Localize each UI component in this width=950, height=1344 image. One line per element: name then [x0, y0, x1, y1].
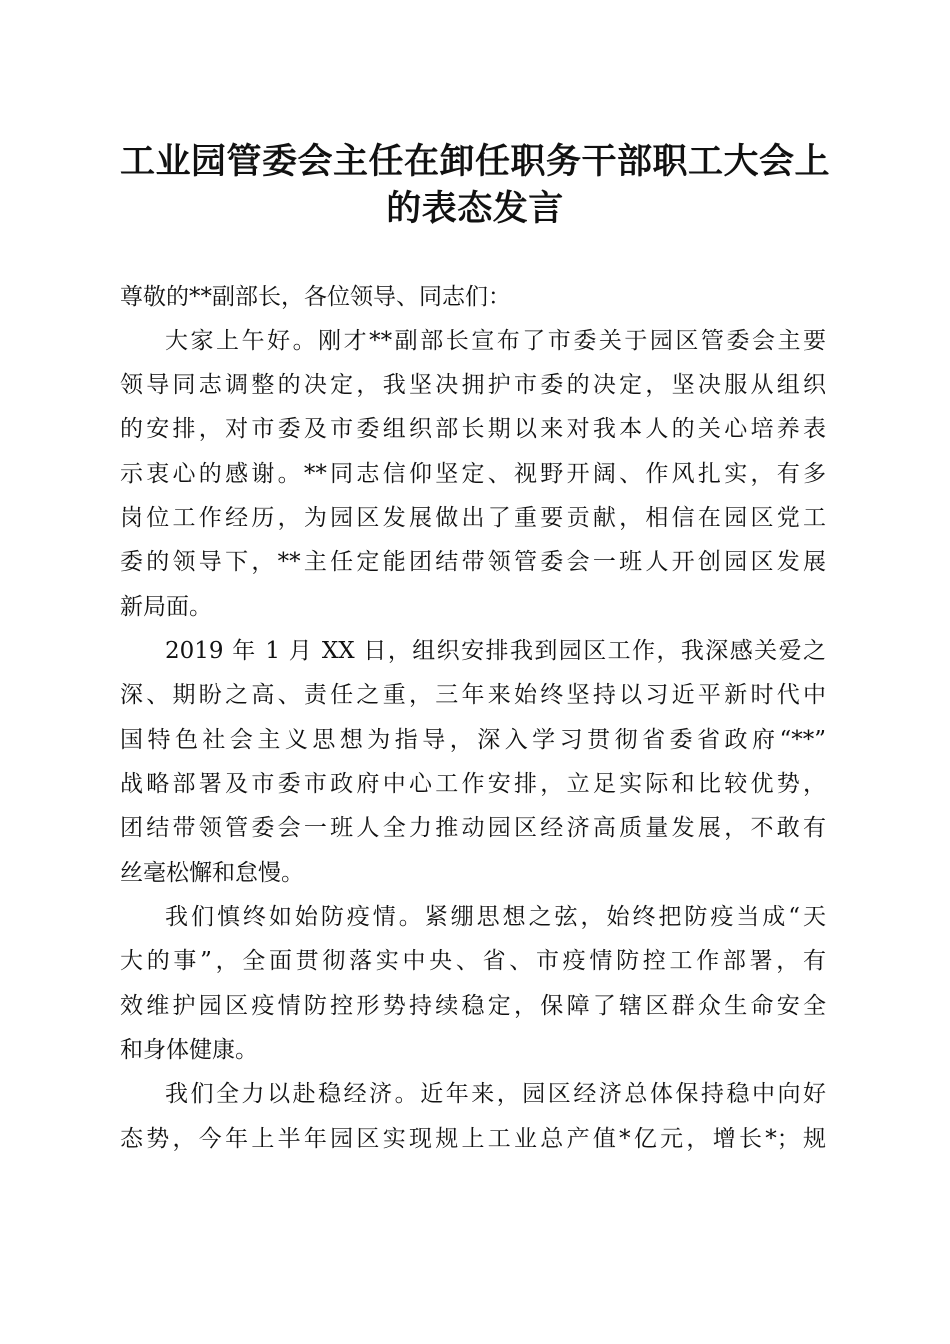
paragraph-4-line-2: 态势，今年上半年园区实现规上工业总产值*亿元，增长*；规 — [120, 1126, 826, 1152]
paragraph-4-line-1: 我们全力以赴稳经济。近年来，园区经济总体保持稳中向好 — [165, 1081, 826, 1107]
paragraph-3-line-3: 效维护园区疫情防控形势持续稳定，保障了辖区群众生命安全 — [120, 993, 826, 1019]
salutation: 尊敬的**副部长，各位领导、同志们： — [120, 284, 511, 310]
paragraph-1-line-6: 委的领导下，**主任定能团结带领管委会一班人开创园区发展 — [120, 549, 826, 575]
paragraph-2-line-4: 战略部署及市委市政府中心工作安排，立足实际和比较优势， — [120, 771, 826, 797]
paragraph-1-line-1: 大家上午好。刚才**副部长宣布了市委关于园区管委会主要 — [165, 328, 826, 354]
document-title-line-2: 的表态发言 — [386, 188, 564, 229]
paragraph-1-line-4: 示衷心的感谢。**同志信仰坚定、视野开阔、作风扎实，有多 — [120, 461, 826, 487]
paragraph-1-line-3: 的安排，对市委及市委组织部长期以来对我本人的关心培养表 — [120, 416, 826, 442]
paragraph-1-line-7: 新局面。 — [120, 594, 212, 620]
document-title-line-1: 工业园管委会主任在卸任职务干部职工大会上 — [119, 141, 830, 182]
paragraph-1-line-5: 岗位工作经历，为园区发展做出了重要贡献，相信在园区党工 — [120, 505, 826, 531]
paragraph-3-line-2: 大的事”，全面贯彻落实中央、省、市疫情防控工作部署，有 — [120, 948, 826, 974]
paragraph-3-line-1: 我们慎终如始防疫情。紧绷思想之弦，始终把防疫当成“天 — [165, 904, 826, 930]
paragraph-2-line-1: 2019 年 1 月 XX 日，组织安排我到园区工作，我深感关爱之 — [165, 638, 826, 664]
paragraph-3-line-4: 和身体健康。 — [120, 1037, 258, 1063]
paragraph-2-line-5: 团结带领管委会一班人全力推动园区经济高质量发展，不敢有 — [120, 815, 826, 841]
paragraph-2-line-2: 深、期盼之高、责任之重，三年来始终坚持以习近平新时代中 — [120, 682, 826, 708]
paragraph-2-line-6: 丝毫松懈和怠慢。 — [120, 860, 304, 886]
paragraph-2-line-3: 国特色社会主义思想为指导，深入学习贯彻省委省政府“**” — [120, 727, 826, 753]
paragraph-1-line-2: 领导同志调整的决定，我坚决拥护市委的决定，坚决服从组织 — [120, 372, 826, 398]
